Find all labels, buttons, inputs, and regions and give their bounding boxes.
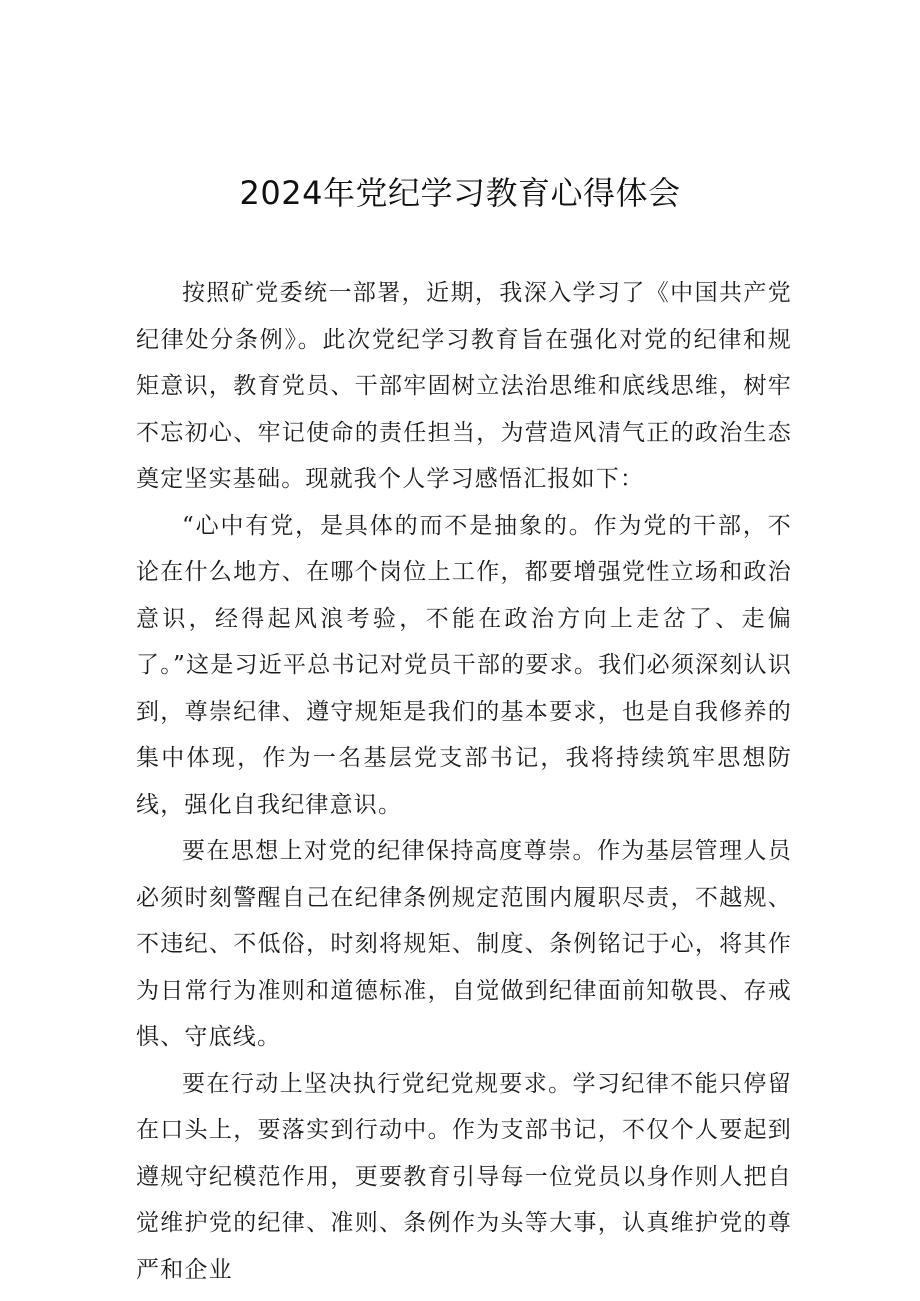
paragraph-action: 要在行动上坚决执行党纪党规要求。学习纪律不能只停留在口头上，要落实到行动中。作为支部书记，不仅个人要起到遵规守纪模范作用，更要教育引导每一位党员以身作则人把自觉维护党的纪律、准则、条例作为头等大事，认真维护党的尊严和企业: [136, 1070, 792, 1283]
document-title: 2024年党纪学习教育心得体会: [239, 174, 681, 212]
paragraph-thought: 要在思想上对党的纪律保持高度尊崇。作为基层管理人员必须时刻警醒自己在纪律条例规定范围内履职尽责，不越规、不违纪、不低俗，时刻将规矩、制度、条例铭记于心，将其作为日常行为准则和道德标准，自觉做到纪律面前知敬畏、存戒惧、守底线。: [136, 838, 792, 1050]
paragraph-intro: 按照矿党委统一部署，近期，我深入学习了《中国共产党纪律处分条例》。此次党纪学习教育旨在强化对党的纪律和规矩意识，教育党员、干部牢固树立法治思维和底线思维，树牢不忘初心、牢记使命的责任担当，为营造风清气正的政治生态奠定坚实基础。现就我个人学习感悟汇报如下：: [136, 280, 792, 492]
paragraph-quote: “心中有党，是具体的而不是抽象的。作为党的干部，不论在什么地方、在哪个岗位上工作，都要增强党性立场和政治意识，经得起风浪考验，不能在政治方向上走岔了、走偏了。”这是习近平总书记对党员干部的要求。我们必须深刻认识到，尊崇纪律、遵守规矩是我们的基本要求，也是自我修养的集中体现，作为一名基层党支部书记，我将持续筑牢思想防线，强化自我纪律意识。: [136, 512, 792, 818]
document-body: [136, 270, 792, 1293]
